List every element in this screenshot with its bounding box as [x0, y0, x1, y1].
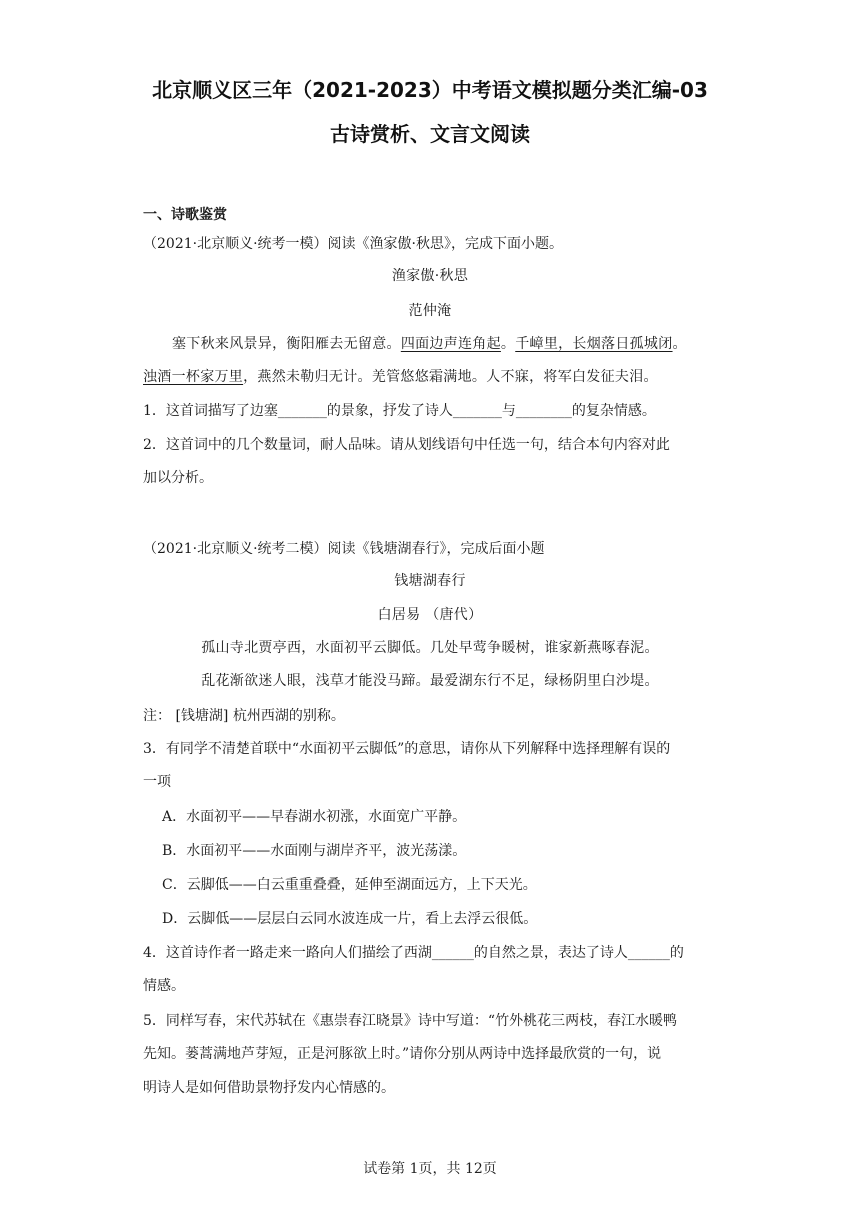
section-heading-poetry: 一、诗歌鉴赏: [143, 207, 227, 223]
poem2-line-2: 乱花渐欲迷人眼，浅草才能没马蹄。最爱湖东行不足，绿杨阴里白沙堤。: [201, 673, 659, 689]
question-5-line-3: 明诗人是如何借助景物抒发内心情感的。: [143, 1080, 395, 1096]
poem-text: 。: [672, 336, 687, 352]
poem-text: ，燕然未勒归无计。羌管悠悠霜满地。人不寐，将军白发征夫泪。: [243, 369, 658, 385]
poem-text: 塞下秋来风景异，衡阳雁去无留意。: [172, 336, 401, 352]
option-c: C．云脚低——白云重重叠叠，延伸至湖面远方，上下天光。: [162, 877, 537, 893]
option-b: B．水面初平——水面刚与湖岸齐平，波光荡漾。: [162, 843, 467, 859]
document-title-line2: 古诗赏析、文言文阅读: [330, 122, 530, 146]
option-d: D．云脚低——层层白云同水波连成一片，看上去浮云很低。: [162, 911, 538, 927]
question-1: 1．这首词描写了边塞_______的景象，抒发了诗人_______与________的复杂情感。: [143, 403, 656, 419]
question-2-line-1: 2．这首词中的几个数量词，耐人品味。请从划线语句中任选一句，结合本句内容对此: [143, 437, 670, 453]
question-5-line-1: 5．同样写春，宋代苏轼在《惠崇春江晓景》诗中写道：“竹外桃花三两枝，春江水暖鸭: [143, 1013, 678, 1029]
question-4-line-2: 情感。: [143, 978, 185, 994]
question-intro-1: （2021·北京顺义·统考一模）阅读《渔家傲·秋思》，完成下面小题。: [143, 236, 563, 252]
option-a: A．水面初平——早春湖水初涨，水面宽广平静。: [162, 809, 467, 825]
poem-author-2: 白居易 （唐代）: [377, 607, 483, 623]
poem-line-2: [143, 366, 658, 386]
poem-line-1: [172, 333, 687, 353]
poem-author-1: 范仲淹: [408, 303, 452, 319]
question-3-line-1: 3．有同学不清楚首联中“水面初平云脚低”的意思，请你从下列解释中选择理解有误的: [143, 741, 671, 757]
poem-note: 注： [钱塘湖] 杭州西湖的别称。: [143, 708, 345, 724]
underlined-phrase: 浊酒一杯家万里: [143, 369, 244, 385]
document-title-line1: 北京顺义区三年（2021-2023）中考语文模拟题分类汇编-03: [152, 78, 708, 102]
question-2-line-2: 加以分析。: [143, 470, 213, 486]
poem-title-1: 渔家傲·秋思: [391, 268, 469, 284]
question-3-line-2: 一项: [143, 774, 171, 790]
question-4-line-1: 4．这首诗作者一路走来一路向人们描绘了西湖______的自然之景，表达了诗人______的: [143, 945, 684, 961]
underlined-phrase: 四面边声连角起: [400, 336, 501, 352]
question-intro-2: （2021·北京顺义·统考二模）阅读《钱塘湖春行》，完成后面小题: [143, 541, 545, 557]
underlined-phrase: 千嶂里，长烟落日孤城闭: [515, 336, 673, 352]
question-5-line-2: 先知。蒌蒿满地芦芽短，正是河豚欲上时。”请你分别从两诗中选择最欣赏的一句，说: [143, 1046, 662, 1062]
poem-text: 。: [500, 336, 516, 352]
poem2-line-1: 孤山寺北贾亭西，水面初平云脚低。几处早莺争暖树，谁家新燕啄春泥。: [201, 640, 659, 656]
page-footer: 试卷第 1页，共 12页: [363, 1161, 497, 1177]
poem-title-2: 钱塘湖春行: [394, 573, 466, 589]
